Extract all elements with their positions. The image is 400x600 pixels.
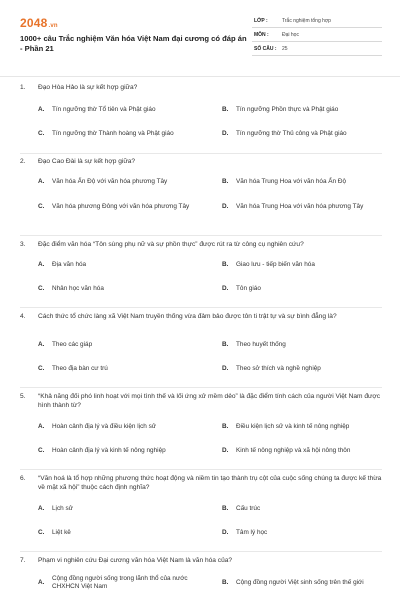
option-letter: C. xyxy=(38,446,45,454)
option-letter: A. xyxy=(38,578,45,586)
option-c[interactable] xyxy=(20,125,192,143)
question-text xyxy=(20,392,382,410)
question-stem: Đạo Hòa Hảo là sự kết hợp giữa? xyxy=(38,84,138,91)
option-letter: C. xyxy=(38,528,45,536)
option-text: Văn hóa Ấn Độ với văn hóa phương Tây xyxy=(52,177,168,185)
question-5 xyxy=(20,388,382,470)
option-d[interactable] xyxy=(204,524,376,542)
option-c[interactable] xyxy=(20,442,192,460)
question-text xyxy=(20,312,382,321)
options xyxy=(20,418,382,460)
option-a[interactable] xyxy=(20,101,192,119)
question-1 xyxy=(20,80,382,154)
question-stem: Đặc điểm văn hóa “Tôn sùng phụ nữ và sự phồn thực” được rút ra từ công cụ nghiên cứu? xyxy=(38,241,304,248)
option-letter: C. xyxy=(38,364,45,372)
option-letter: D. xyxy=(222,202,229,210)
question-stem: Cách thức tổ chức làng xã Việt Nam truyền thống vừa đảm bảo được tôn ti trật tự và sự bình đẳng là? xyxy=(38,313,337,320)
question-number: 1. xyxy=(20,84,26,91)
meta-table xyxy=(252,14,382,56)
question-stem: “Khả năng đối phó linh hoạt với mọi tình thế và lối ứng xử mềm dẻo” là đặc điểm tính cách của người Việt Nam được hình thành từ? xyxy=(38,393,381,409)
option-b[interactable] xyxy=(204,336,376,354)
option-letter: A. xyxy=(38,260,45,268)
meta-label: LỚP : xyxy=(254,18,268,24)
option-text: Tâm lý học xyxy=(236,528,268,536)
option-letter: B. xyxy=(222,578,229,586)
option-letter: A. xyxy=(38,422,45,430)
question-text xyxy=(20,240,382,249)
option-d[interactable] xyxy=(204,360,376,378)
question-stem: Phạm vi nghiên cứu Đại cương văn hóa Việt Nam là văn hóa của? xyxy=(38,557,233,564)
option-text: Hoàn cảnh địa lý và điều kiện lịch sử xyxy=(52,422,157,430)
question-text xyxy=(20,474,382,492)
option-text: Cộng đồng người sống trong lãnh thổ của nước CHXHCN Việt Nam xyxy=(52,574,188,590)
option-b[interactable] xyxy=(204,101,376,119)
question-4 xyxy=(20,308,382,388)
options xyxy=(20,500,382,542)
option-letter: B. xyxy=(222,105,229,113)
options xyxy=(20,572,382,594)
option-letter: D. xyxy=(222,284,229,292)
meta-label: SỐ CÂU : xyxy=(254,46,277,52)
option-text: Địa văn hóa xyxy=(52,260,87,268)
document-title: 1000+ câu Trắc nghiệm Văn hóa Việt Nam đại cương có đáp án - Phần 21 xyxy=(20,34,247,53)
option-a[interactable] xyxy=(20,256,192,274)
option-letter: B. xyxy=(222,340,229,348)
option-c[interactable] xyxy=(20,280,192,298)
option-letter: C. xyxy=(38,202,45,210)
option-b[interactable] xyxy=(204,500,376,518)
question-number: 7. xyxy=(20,557,26,564)
meta-value: Trắc nghiệm tổng hợp xyxy=(282,18,331,24)
question-text xyxy=(20,83,382,92)
question-number: 5. xyxy=(20,393,26,400)
option-letter: D. xyxy=(222,446,229,454)
option-letter: D. xyxy=(222,129,229,137)
option-a[interactable] xyxy=(20,173,192,191)
options xyxy=(20,173,382,218)
question-2 xyxy=(20,154,382,236)
question-text xyxy=(20,157,382,166)
option-text: Tín ngưỡng Phồn thực và Phật giáo xyxy=(236,105,339,113)
options xyxy=(20,336,382,378)
question-number: 4. xyxy=(20,313,26,320)
option-b[interactable] xyxy=(204,173,376,191)
option-a[interactable] xyxy=(20,336,192,354)
document-header xyxy=(20,14,382,70)
option-text: Kinh tế nông nghiệp và xã hội nông thôn xyxy=(236,446,351,454)
option-c[interactable] xyxy=(20,360,192,378)
option-letter: D. xyxy=(222,364,229,372)
option-a[interactable] xyxy=(20,572,192,594)
option-text: Văn hóa Trung Hoa với văn hóa Ấn Độ xyxy=(236,177,347,185)
option-letter: A. xyxy=(38,340,45,348)
meta-label: MÔN : xyxy=(254,32,269,38)
option-letter: A. xyxy=(38,504,45,512)
question-stem: “Văn hoá là tổ hợp những phương thức hoạt động và niềm tin tạo thành trụ cột của cuộc sống chúng ta được kế thừa về mặt xã hội” thuộc cách định nghĩa? xyxy=(38,475,382,491)
option-text: Theo địa bàn cư trú xyxy=(52,364,108,372)
question-list xyxy=(20,80,382,600)
option-letter: C. xyxy=(38,129,45,137)
option-letter: B. xyxy=(222,177,229,185)
option-text: Văn hóa phương Đông với văn hóa phương Tây xyxy=(52,202,190,210)
option-text: Tín ngưỡng thờ Thành hoàng và Phật giáo xyxy=(52,129,174,137)
header-divider xyxy=(0,76,400,77)
option-text: Cộng đồng người Việt sinh sống trên thế giới xyxy=(236,578,364,586)
logo-text: 2048 xyxy=(20,16,48,30)
question-3 xyxy=(20,236,382,308)
option-text: Liệt kê xyxy=(52,528,71,536)
meta-row-count xyxy=(252,42,382,56)
question-stem: Đạo Cao Đài là sự kết hợp giữa? xyxy=(38,158,136,165)
option-letter: B. xyxy=(222,422,229,430)
option-text: Cấu trúc xyxy=(236,504,261,512)
option-text: Giao lưu - tiếp biến văn hóa xyxy=(236,260,315,268)
option-text: Văn hóa Trung Hoa với văn hóa phương Tây xyxy=(236,202,364,210)
option-text: Nhân học văn hóa xyxy=(52,284,104,292)
option-text: Theo huyết thống xyxy=(236,340,286,348)
option-c[interactable] xyxy=(20,196,192,218)
question-6 xyxy=(20,470,382,552)
option-letter: D. xyxy=(222,528,229,536)
logo-suffix: .vn xyxy=(48,23,58,29)
option-b[interactable] xyxy=(204,418,376,436)
question-number: 2. xyxy=(20,158,26,165)
option-text: Tín ngưỡng thờ Thủ công và Phật giáo xyxy=(236,129,347,137)
question-number: 6. xyxy=(20,475,26,482)
option-letter: A. xyxy=(38,105,45,113)
option-letter: B. xyxy=(222,260,229,268)
meta-row-subject xyxy=(252,28,382,42)
options xyxy=(20,101,382,143)
option-letter: C. xyxy=(38,284,45,292)
option-text: Lịch sử xyxy=(52,504,73,512)
option-text: Điều kiện lịch sử và kinh tế nông nghiệp xyxy=(236,422,350,430)
option-c[interactable] xyxy=(20,524,192,542)
meta-value: Đại học xyxy=(282,32,299,38)
option-text: Theo các giáp xyxy=(52,340,93,348)
option-text: Hoàn cảnh địa lý và kinh tế nông nghiệp xyxy=(52,446,166,454)
option-a[interactable] xyxy=(20,418,192,436)
option-a[interactable] xyxy=(20,500,192,518)
meta-value: 25 xyxy=(282,46,288,52)
option-b[interactable] xyxy=(204,256,376,274)
question-number: 3. xyxy=(20,241,26,248)
question-7 xyxy=(20,552,382,600)
question-text xyxy=(20,556,382,565)
option-text: Tín ngưỡng thờ Tổ tiên và Phật giáo xyxy=(52,105,156,113)
option-d[interactable] xyxy=(204,280,376,298)
options xyxy=(20,256,382,298)
option-text: Theo sở thích và nghề nghiệp xyxy=(236,364,321,372)
option-d[interactable] xyxy=(204,442,376,460)
meta-row-class xyxy=(252,14,382,28)
site-logo[interactable] xyxy=(20,16,58,30)
option-text: Tôn giáo xyxy=(236,284,261,292)
option-d[interactable] xyxy=(204,125,376,143)
option-letter: B. xyxy=(222,504,229,512)
option-b[interactable] xyxy=(204,572,376,594)
option-d[interactable] xyxy=(204,196,376,218)
option-letter: A. xyxy=(38,177,45,185)
